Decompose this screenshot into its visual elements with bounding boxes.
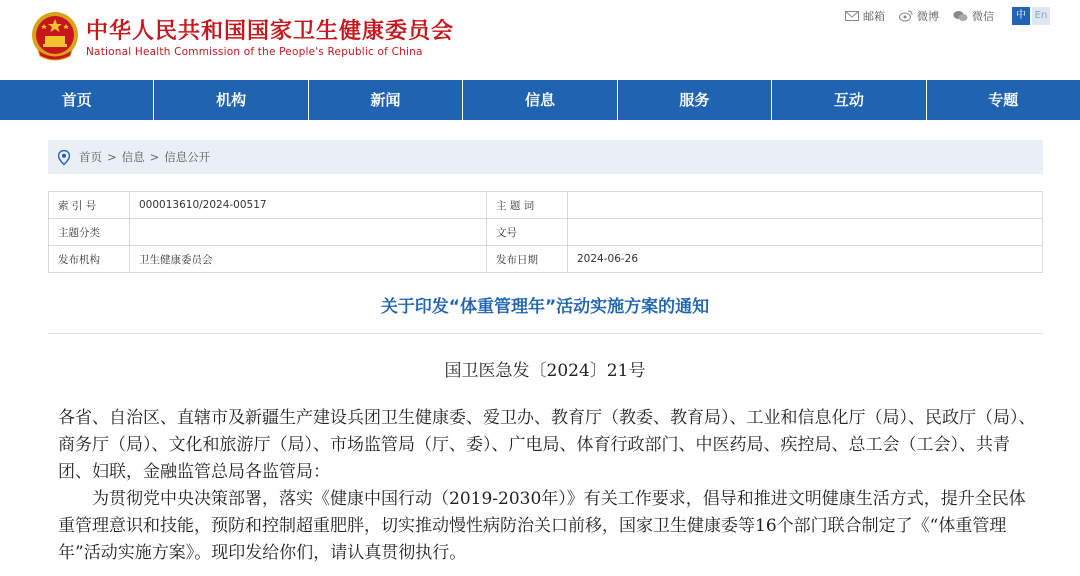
index-value: 000013610/2024-00517 — [130, 192, 487, 219]
index-label: 索 引 号 — [49, 192, 130, 219]
mail-link[interactable] — [845, 8, 885, 24]
nav-topics[interactable]: 专题 — [988, 91, 1019, 109]
site-title-en[interactable]: National Health Commission of the People's Republic of China — [86, 46, 423, 58]
nav-services[interactable]: 服务 — [618, 80, 772, 120]
main-nav — [0, 80, 1080, 120]
breadcrumb-disclosure[interactable]: 信息公开 — [164, 150, 211, 164]
document-meta-table — [48, 191, 1043, 273]
breadcrumb-separator: > — [107, 150, 117, 164]
wechat-label: 微信 — [972, 10, 994, 23]
lang-en-button[interactable]: En — [1032, 7, 1050, 25]
publisher-label: 发布机构 — [49, 246, 130, 273]
weibo-link[interactable] — [899, 8, 939, 24]
breadcrumb-separator: > — [149, 150, 160, 164]
mail-icon — [845, 11, 859, 21]
document-body — [58, 405, 1038, 567]
mail-label: 邮箱 — [863, 10, 885, 23]
date-value: 2024-06-26 — [568, 246, 1043, 273]
site-title-cn[interactable]: 中华人民共和国国家卫生健康委员会 — [86, 19, 455, 44]
nav-information[interactable]: 信息 — [463, 80, 617, 120]
site-header — [0, 0, 1080, 80]
date-label: 发布日期 — [487, 246, 568, 273]
category-value — [130, 219, 487, 246]
publisher-value: 卫生健康委员会 — [130, 246, 487, 273]
recipients-paragraph: 各省、自治区、直辖市及新疆生产建设兵团卫生健康委、爱卫办、教育厅（教委、教育局）、工业和信息化厅（局）、民政厅（局）、商务厅（局）、文化和旅游厅（局）、市场监管局（厅、委）、广电局、体育行政部门、中医药局、疾控局、总工会（工会）、共青团、妇联，金融监管总局各监管局： — [58, 408, 1036, 482]
table-row — [49, 219, 1043, 246]
table-row — [49, 192, 1043, 219]
breadcrumb-home[interactable]: 首页 — [79, 150, 102, 164]
docno-value — [568, 219, 1043, 246]
national-emblem-icon[interactable] — [30, 10, 80, 62]
title-divider — [48, 333, 1043, 334]
document-number: 国卫医急发〔2024〕21号 — [444, 361, 646, 381]
document-title: 关于印发“体重管理年”活动实施方案的通知 — [380, 297, 710, 317]
category-label: 主题分类 — [49, 219, 130, 246]
top-links — [831, 6, 1050, 26]
weibo-icon — [899, 10, 913, 22]
wechat-link[interactable] — [953, 8, 994, 24]
weibo-label: 微博 — [917, 10, 939, 23]
nav-home[interactable]: 首页 — [0, 80, 154, 120]
body-paragraph: 为贯彻党中央决策部署，落实《健康中国行动（2019-2030年）》有关工作要求，倡导和推进文明健康生活方式，提升全民体重管理意识和技能，预防和控制超重肥胖，切实推动慢性病防治关口前移，国家卫生健康委等16个部门联合制定了《“体重管理年”活动实施方案》。现印发给你们，请认真贯彻执行。 — [58, 489, 1026, 563]
lang-cn-button[interactable]: 中 — [1012, 7, 1030, 25]
location-pin-icon — [58, 150, 70, 165]
breadcrumb — [48, 140, 1043, 174]
wechat-icon — [953, 10, 968, 22]
subject-value — [568, 192, 1043, 219]
language-switch — [1012, 7, 1050, 25]
nav-organization[interactable]: 机构 — [154, 80, 308, 120]
subject-label: 主 题 词 — [487, 192, 568, 219]
nav-news[interactable]: 新闻 — [309, 80, 463, 120]
table-row — [49, 246, 1043, 273]
breadcrumb-information[interactable]: 信息 — [121, 150, 145, 164]
nav-interaction[interactable]: 互动 — [772, 80, 926, 120]
docno-label: 文号 — [487, 219, 568, 246]
